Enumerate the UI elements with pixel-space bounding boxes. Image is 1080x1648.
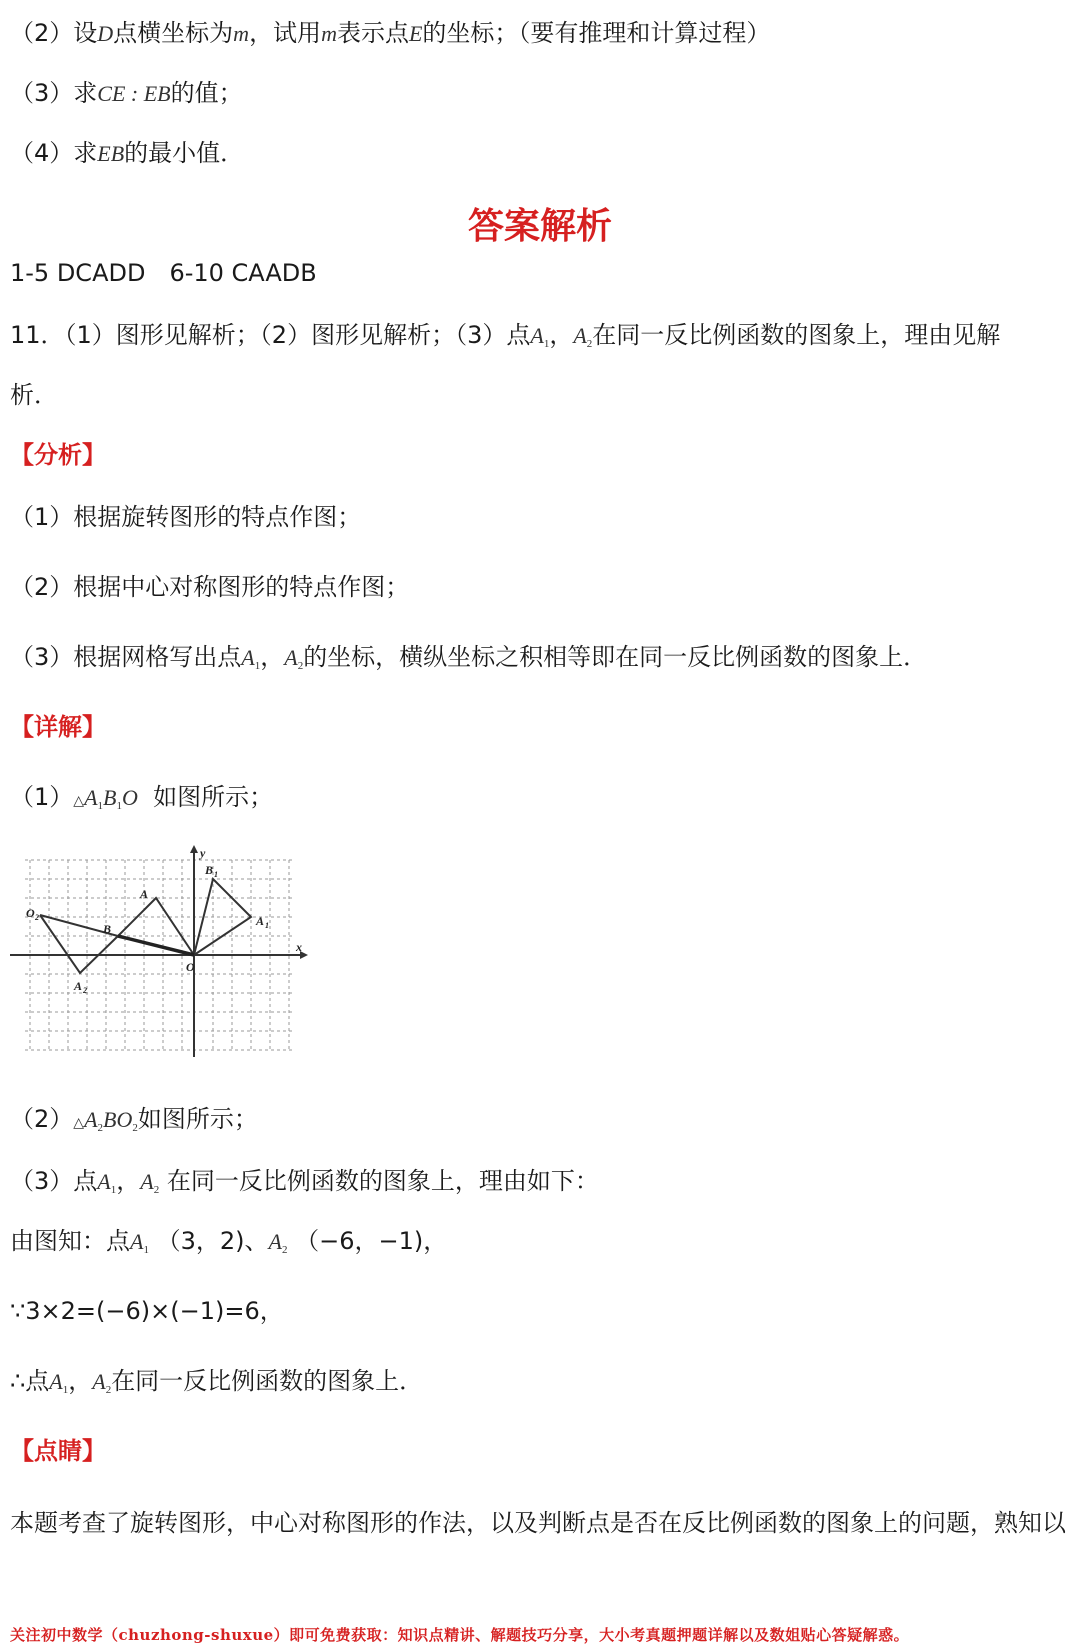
analysis-item-3: （3）根据网格写出点$A_1$，$A_2$的坐标，横纵坐标之积相等即在同一反比例函数的图象上．: [10, 643, 928, 672]
q11-answer-cont: 析．: [10, 381, 58, 409]
svg-text:1: 1: [265, 921, 269, 930]
svg-text:O: O: [186, 960, 195, 974]
svg-text:y: y: [200, 846, 206, 860]
answer-analysis-title: 答案解析: [467, 206, 612, 247]
analysis-tag: 【分析】: [10, 441, 106, 469]
svg-text:2: 2: [83, 986, 87, 995]
analysis-item-1: （1）根据旋转图形的特点作图；: [10, 503, 362, 531]
detail-3: （3）点$A_1$，$A_2$ 在同一反比例函数的图象上，理由如下：: [10, 1167, 599, 1196]
svg-text:A: A: [140, 887, 149, 901]
point-text: 本题考查了旋转图形，中心对称图形的作法，以及判断点是否在反比例函数的图象上的问题，熟知以: [10, 1509, 1066, 1537]
detail-1: $(1)\triangle A_1B_1O$ 如图所示；: [10, 783, 274, 812]
detail-4: 由图知：点$A_1$ （3，2)、$A_2$ （−6，−1)，: [10, 1227, 448, 1256]
detail-2: $(2)\triangle A_2BO_2$如图所示；: [10, 1105, 258, 1134]
svg-text:O: O: [26, 906, 35, 920]
svg-text:2: 2: [35, 913, 39, 922]
question-2: （2）设D点横坐标为m，试用m表示点E的坐标；（要有推理和计算过程）: [10, 19, 771, 47]
svg-text:A: A: [256, 914, 265, 928]
point-tag: 【点睛】: [10, 1437, 106, 1465]
q11-answer: 11．（1）图形见解析；（2）图形见解析；（3）点$A_1$，$A_2$在同一反比例函数的图象上，理由见解: [10, 321, 1001, 350]
analysis-item-2: （2）根据中心对称图形的特点作图；: [10, 573, 410, 601]
svg-text:B: B: [103, 922, 112, 936]
svg-text:A: A: [74, 979, 83, 993]
answer-key: 1-5 DCADD 6-10 CAADB: [10, 259, 317, 287]
svg-text:x: x: [296, 940, 302, 954]
footer-promo: 关注初中数学（chuzhong-shuxue）即可免费获取：知识点精讲、解题技巧分享，大小考真题押题详解以及数姐贴心答疑解惑。: [10, 1626, 910, 1644]
detail-6: ∴点$A_1$，$A_2$在同一反比例函数的图象上．: [10, 1367, 424, 1396]
detail-5: ∵3×2=(−6)×(−1)=6，: [10, 1297, 284, 1325]
question-3: （3）求CE : EB的值；: [10, 79, 243, 107]
axes: [10, 850, 300, 1057]
figure-labels: [26, 846, 302, 995]
svg-text:1: 1: [214, 870, 218, 879]
coordinate-grid-figure: [10, 845, 310, 1065]
detail-tag: 【详解】: [10, 713, 106, 741]
svg-text:B: B: [205, 863, 214, 877]
question-4: （4）求EB的最小值．: [10, 139, 245, 167]
axis-y-arrow: [190, 845, 198, 853]
